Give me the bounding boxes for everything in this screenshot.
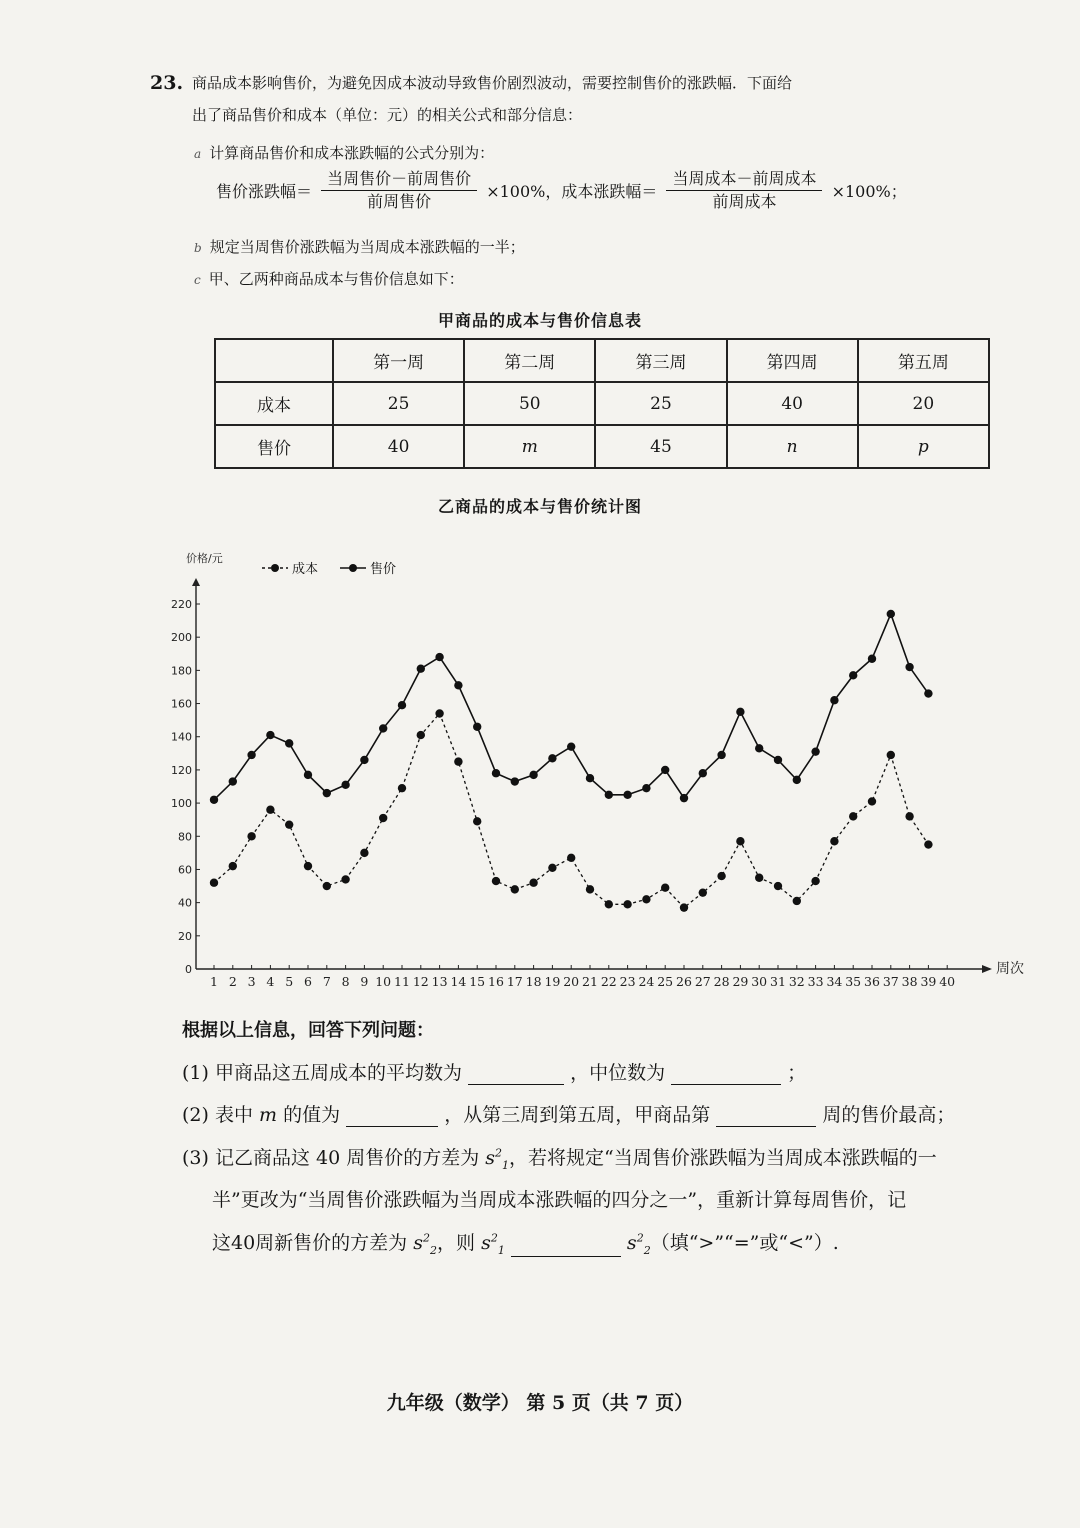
x-tick-label: 25 — [657, 974, 674, 989]
item-a-text: 计算商品售价和成本涨跌幅的公式分别为： — [209, 144, 495, 162]
price-point — [567, 742, 575, 750]
q1-text-c: ； — [787, 1062, 807, 1084]
price-point — [774, 756, 782, 764]
cost-point — [341, 875, 349, 883]
cost-change-numerator: 当周成本－前周成本 — [666, 168, 822, 191]
price-point — [736, 708, 744, 716]
q1-text-b: ，中位数为 — [570, 1062, 666, 1084]
price-point — [454, 681, 462, 689]
cost-point — [924, 840, 932, 848]
q1-median-blank[interactable] — [671, 1064, 781, 1085]
y-tick-label: 20 — [178, 929, 192, 943]
table-cell: 50 — [464, 382, 595, 425]
table-header-cell: 第二周 — [464, 339, 595, 382]
table-cell: 40 — [333, 425, 464, 468]
table-cell: 20 — [858, 382, 989, 425]
legend-marker — [271, 564, 279, 572]
y-tick-label: 80 — [178, 830, 192, 844]
y-tick-label: 120 — [171, 763, 192, 777]
table-header-cell: 第一周 — [333, 339, 464, 382]
q2-text-d: 周的售价最高； — [822, 1104, 956, 1126]
question-2 — [182, 1100, 955, 1127]
q2-text-c: ，从第三周到第五周，甲商品第 — [444, 1104, 711, 1126]
q3-text-c: 这40周新售价的方差为 — [212, 1232, 408, 1254]
cost-point — [774, 882, 782, 890]
product-b-line-chart — [0, 540, 1080, 1000]
cost-change-denominator: 前周成本 — [712, 192, 777, 211]
price-point — [229, 777, 237, 785]
price-point — [905, 663, 913, 671]
cost-point — [379, 814, 387, 822]
row-label-cost: 成本 — [215, 382, 333, 425]
y-tick-label: 140 — [171, 730, 192, 744]
row-label-price: 售价 — [215, 425, 333, 468]
cost-point — [811, 877, 819, 885]
cost-point — [793, 897, 801, 905]
price-point — [473, 723, 481, 731]
price-point — [511, 777, 519, 785]
x-tick-label: 34 — [826, 974, 843, 989]
x-tick-label: 37 — [882, 974, 899, 989]
q2-text-b: 的值为 — [283, 1104, 341, 1126]
table-row — [215, 425, 989, 468]
x-tick-label: 35 — [845, 974, 862, 989]
q2-m-blank[interactable] — [346, 1106, 438, 1127]
cost-point — [473, 817, 481, 825]
price-point — [417, 665, 425, 673]
price-point — [924, 689, 932, 697]
x-axis-label: 周次 — [996, 961, 1024, 977]
cost-point — [492, 877, 500, 885]
y-axis-arrow — [192, 578, 200, 586]
q3-s1-symbol: $s^2_1$ — [485, 1146, 510, 1172]
table-header-row — [215, 339, 989, 382]
cost-point — [454, 757, 462, 765]
cost-point — [398, 784, 406, 792]
price-point — [811, 747, 819, 755]
table-title: 甲商品的成本与售价信息表 — [437, 311, 642, 330]
price-point — [642, 784, 650, 792]
y-tick-label: 220 — [171, 598, 192, 611]
x-tick-label: 14 — [450, 974, 467, 989]
price-point — [435, 653, 443, 661]
price-point — [717, 751, 725, 759]
x-tick-label: 18 — [525, 974, 542, 989]
cost-point — [323, 882, 331, 890]
question-number: 23. — [150, 72, 184, 94]
cost-change-tail: ×100%； — [831, 182, 907, 201]
price-point — [398, 701, 406, 709]
y-tick-label: 160 — [171, 697, 192, 711]
x-tick-label: 24 — [638, 974, 655, 989]
y-tick-label: 60 — [178, 863, 192, 877]
item-b-marker: b — [194, 241, 202, 255]
q3-s1-symbol-2: $s^2_1$ — [481, 1231, 505, 1257]
x-tick-label: 2 — [228, 974, 237, 989]
price-point — [586, 774, 594, 782]
x-tick-label: 28 — [713, 974, 730, 989]
cost-point — [548, 864, 556, 872]
q1-text-a: (1) 甲商品这五周成本的平均数为 — [182, 1062, 462, 1084]
legend-marker — [349, 564, 357, 572]
x-tick-label: 31 — [770, 974, 786, 989]
cost-point — [680, 903, 688, 911]
table-cell: 45 — [595, 425, 726, 468]
formula-line — [216, 168, 907, 213]
cost-point — [435, 709, 443, 717]
price-change-fraction — [321, 168, 477, 213]
x-tick-label: 7 — [322, 974, 331, 989]
x-tick-label: 38 — [901, 974, 918, 989]
q3-text-d: ，则 — [437, 1232, 476, 1254]
item-c-marker: c — [194, 273, 201, 287]
x-tick-label: 20 — [563, 974, 580, 989]
price-point — [680, 794, 688, 802]
table-cell: m — [464, 425, 595, 468]
y-axis-label: 价格/元 — [186, 552, 223, 565]
table-cell: 25 — [595, 382, 726, 425]
page-footer: 九年级（数学） 第 5 页（共 7 页） — [386, 1392, 694, 1414]
product-a-table — [214, 338, 990, 469]
cost-point — [849, 812, 857, 820]
table-cell: 40 — [727, 382, 858, 425]
q1-mean-blank[interactable] — [468, 1064, 564, 1085]
table-header-cell — [215, 339, 333, 382]
price-point — [341, 781, 349, 789]
price-point — [793, 776, 801, 784]
x-tick-label: 40 — [939, 974, 956, 989]
x-tick-label: 15 — [469, 974, 486, 989]
cost-point — [717, 872, 725, 880]
price-point — [360, 756, 368, 764]
price-point — [492, 769, 500, 777]
x-tick-label: 3 — [247, 974, 256, 989]
price-point — [379, 724, 387, 732]
cost-point — [417, 731, 425, 739]
item-b-text: 规定当周售价涨跌幅为当周成本涨跌幅的一半； — [209, 238, 525, 256]
cost-point — [736, 837, 744, 845]
table-row — [215, 382, 989, 425]
y-tick-label: 180 — [171, 664, 192, 678]
cost-point — [830, 837, 838, 845]
questions-heading: 根据以上信息，回答下列问题： — [182, 1020, 434, 1041]
cost-point — [360, 849, 368, 857]
cost-point — [304, 862, 312, 870]
price-change-tail: ×100%，成本涨跌幅＝ — [486, 182, 658, 201]
q3-text-a: (3) 记乙商品这 40 周售价的方差为 — [182, 1147, 480, 1169]
intro-line-1: 商品成本影响售价，为避免因成本波动导致售价剧烈波动，需要控制售价的涨跌幅．下面给 — [192, 74, 793, 92]
question-3-line-1 — [182, 1143, 937, 1172]
x-tick-label: 8 — [341, 974, 350, 989]
cost-point — [567, 854, 575, 862]
price-point — [887, 610, 895, 618]
cost-point — [266, 806, 274, 814]
price-point — [661, 766, 669, 774]
price-change-denominator: 前周售价 — [367, 192, 432, 211]
q3-text-b: ，若将规定“当周售价涨跌幅为当周成本涨跌幅的一 — [509, 1147, 937, 1169]
question-3-line-2: 半”更改为“当周售价涨跌幅为当周成本涨跌幅的四分之一”，重新计算每周售价，记 — [212, 1189, 907, 1211]
x-tick-label: 30 — [751, 974, 768, 989]
x-tick-label: 23 — [619, 974, 636, 989]
table-cell: 25 — [333, 382, 464, 425]
price-point — [210, 796, 218, 804]
cost-point — [699, 888, 707, 896]
legend-label: 售价 — [370, 562, 397, 577]
cost-point — [755, 874, 763, 882]
question-3-line-3 — [212, 1228, 839, 1257]
y-tick-label: 40 — [178, 896, 192, 910]
x-tick-label: 13 — [431, 974, 448, 989]
price-point — [529, 771, 537, 779]
item-c-text: 甲、乙两种商品成本与售价信息如下： — [208, 270, 464, 288]
table-cell: p — [858, 425, 989, 468]
q3-s2-symbol: $s^2_2$ — [413, 1231, 437, 1257]
y-tick-label: 0 — [185, 963, 192, 976]
x-tick-label: 29 — [732, 974, 749, 989]
cost-point — [529, 879, 537, 887]
x-tick-label: 10 — [375, 974, 392, 989]
series-line-price — [214, 614, 928, 800]
x-tick-label: 39 — [920, 974, 937, 989]
q3-text-e: （填“>”“=”或“<”）. — [650, 1232, 839, 1254]
price-point — [623, 791, 631, 799]
item-b — [194, 236, 525, 257]
price-point — [266, 731, 274, 739]
q2-text-a: (2) 表中 — [182, 1104, 253, 1126]
cost-point — [247, 832, 255, 840]
legend-label: 成本 — [292, 562, 319, 577]
cost-point — [623, 900, 631, 908]
cost-point — [642, 895, 650, 903]
y-tick-label: 200 — [171, 631, 192, 645]
x-tick-label: 22 — [600, 974, 617, 989]
cost-point — [905, 812, 913, 820]
cost-point — [868, 797, 876, 805]
x-tick-label: 9 — [360, 974, 369, 989]
x-tick-label: 32 — [788, 974, 805, 989]
question-1 — [182, 1058, 806, 1085]
y-tick-label: 100 — [171, 797, 192, 811]
cost-point — [661, 884, 669, 892]
price-point — [849, 671, 857, 679]
price-point — [699, 769, 707, 777]
price-point — [605, 791, 613, 799]
price-point — [868, 655, 876, 663]
cost-point — [229, 862, 237, 870]
x-tick-label: 12 — [412, 974, 429, 989]
cost-point — [285, 820, 293, 828]
x-tick-label: 16 — [488, 974, 504, 989]
cost-point — [511, 885, 519, 893]
cost-point — [210, 879, 218, 887]
price-point — [304, 771, 312, 779]
table-cell: n — [727, 425, 858, 468]
x-axis-arrow — [982, 965, 992, 973]
price-point — [755, 744, 763, 752]
price-change-label: 售价涨跌幅＝ — [216, 182, 313, 201]
chart-title: 乙商品的成本与售价统计图 — [437, 497, 642, 516]
x-tick-label: 1 — [210, 974, 218, 989]
x-tick-label: 4 — [266, 974, 275, 989]
x-tick-label: 5 — [285, 974, 294, 989]
price-point — [323, 789, 331, 797]
x-tick-label: 19 — [544, 974, 561, 989]
price-point — [285, 739, 293, 747]
cost-point — [887, 751, 895, 759]
q3-s2-symbol-2: $s^2_2$ — [626, 1231, 651, 1257]
cost-point — [605, 900, 613, 908]
price-change-numerator: 当周售价－前周售价 — [321, 168, 477, 191]
table-header-cell: 第五周 — [858, 339, 989, 382]
table-header-cell: 第四周 — [727, 339, 858, 382]
x-tick-label: 27 — [694, 974, 711, 989]
q2-week-blank[interactable] — [716, 1106, 816, 1127]
x-tick-label: 21 — [582, 974, 598, 989]
price-point — [548, 754, 556, 762]
x-tick-label: 26 — [676, 974, 692, 989]
item-a-marker: a — [194, 147, 202, 161]
cost-change-fraction — [666, 168, 822, 213]
q2-var-m: m — [259, 1104, 278, 1126]
x-tick-label: 6 — [304, 974, 312, 989]
item-c — [194, 268, 464, 289]
cost-point — [586, 885, 594, 893]
price-point — [830, 696, 838, 704]
x-tick-label: 17 — [506, 974, 523, 989]
x-tick-label: 11 — [394, 974, 410, 989]
x-tick-label: 36 — [864, 974, 880, 989]
q3-compare-blank[interactable] — [511, 1236, 621, 1257]
intro-line-2: 出了商品售价和成本（单位：元）的相关公式和部分信息： — [192, 106, 583, 124]
price-point — [247, 751, 255, 759]
table-header-cell: 第三周 — [595, 339, 726, 382]
item-a — [194, 142, 494, 163]
x-tick-label: 33 — [807, 974, 824, 989]
